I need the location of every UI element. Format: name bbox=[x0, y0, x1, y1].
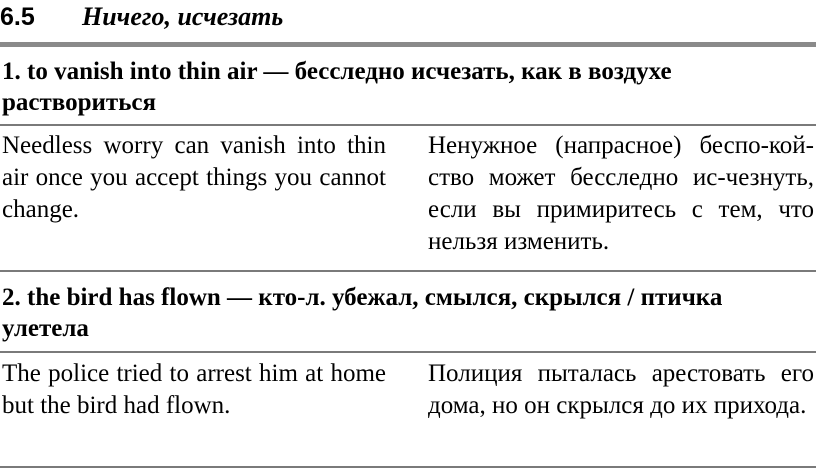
entry-1-russian-translation: Ненужное (напрасное) беспо-койство может бесследно ис-чезнуть, если вы примиритесь с тем, что нельзя изменить. bbox=[428, 132, 814, 255]
section-header bbox=[0, 0, 816, 40]
entry-1-heading-divider bbox=[0, 124, 816, 126]
entry-1-heading: 1. to vanish into thin air — бесследно исчезать, как в воздухе раствориться bbox=[2, 58, 672, 116]
section-number: 6.5 bbox=[0, 3, 35, 31]
entry-1-english-example: Needless worry can vanish into thin air once you accept things you cannot change. bbox=[2, 132, 386, 223]
entry-2-heading-divider bbox=[0, 351, 816, 353]
section-title: Ничего, исчезать bbox=[82, 2, 284, 31]
entry-2-heading: 2. the bird has flown — кто-л. убежал, смылся, скрылся / птичка улетела bbox=[2, 284, 723, 342]
entry-2-russian-translation: Полиция пыталась арестовать его дома, но он скрылся до их прихода. bbox=[428, 360, 814, 419]
entry-2-english-example: The police tried to arrest him at home but the bird had flown. bbox=[2, 360, 386, 419]
section-divider bbox=[0, 42, 816, 47]
entry-divider bbox=[0, 270, 816, 272]
bottom-divider bbox=[0, 466, 816, 468]
